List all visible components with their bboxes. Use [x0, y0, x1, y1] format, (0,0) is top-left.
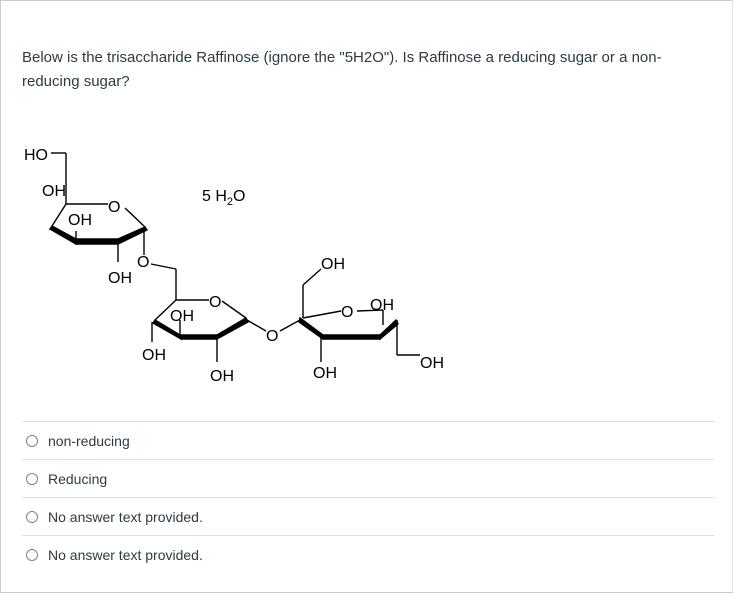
radio-button[interactable] — [26, 473, 38, 485]
o-label-5: O — [341, 304, 354, 321]
answer-option-non-reducing[interactable] — [22, 421, 715, 459]
answer-option-3[interactable] — [22, 497, 715, 535]
oh-label-2: OH — [68, 212, 92, 229]
o-label-4: O — [266, 328, 279, 345]
oh-label-1: OH — [42, 183, 66, 200]
oh-label-6: OH — [210, 368, 234, 385]
oh-label-4: OH — [170, 308, 194, 325]
answer-label: non-reducing — [48, 432, 130, 449]
oh-label-7: OH — [321, 256, 345, 273]
radio-button[interactable] — [26, 511, 38, 523]
radio-button[interactable] — [26, 549, 38, 561]
radio-button[interactable] — [26, 435, 38, 447]
question-text: Below is the trisaccharide Raffinose (ignore the "5H2O"). Is Raffinose a reducing sugar or a non-reducing sugar? — [22, 49, 662, 90]
oh-label-10: OH — [313, 365, 337, 382]
o-label-3: O — [209, 294, 222, 311]
oh-label-9: OH — [420, 355, 444, 372]
ho-label: HO — [24, 147, 48, 164]
fructose-ring — [299, 269, 420, 362]
oh-label-5: OH — [142, 347, 166, 364]
raffinose-structure-svg — [0, 130, 470, 400]
oh-label-8: OH — [370, 297, 394, 314]
oh-label-3: OH — [108, 270, 132, 287]
answer-option-4[interactable] — [22, 535, 715, 573]
o-label-1: O — [108, 199, 121, 216]
answer-label: Reducing — [48, 470, 108, 487]
answer-label: No answer text provided. — [48, 508, 203, 525]
o-label-2: O — [137, 254, 150, 271]
answer-option-reducing[interactable] — [22, 459, 715, 497]
raffinose-structure — [0, 130, 444, 400]
water-label: 5 $H_2O$ — [202, 188, 246, 208]
answer-label: No answer text provided. — [48, 546, 203, 563]
answer-list — [22, 421, 715, 573]
